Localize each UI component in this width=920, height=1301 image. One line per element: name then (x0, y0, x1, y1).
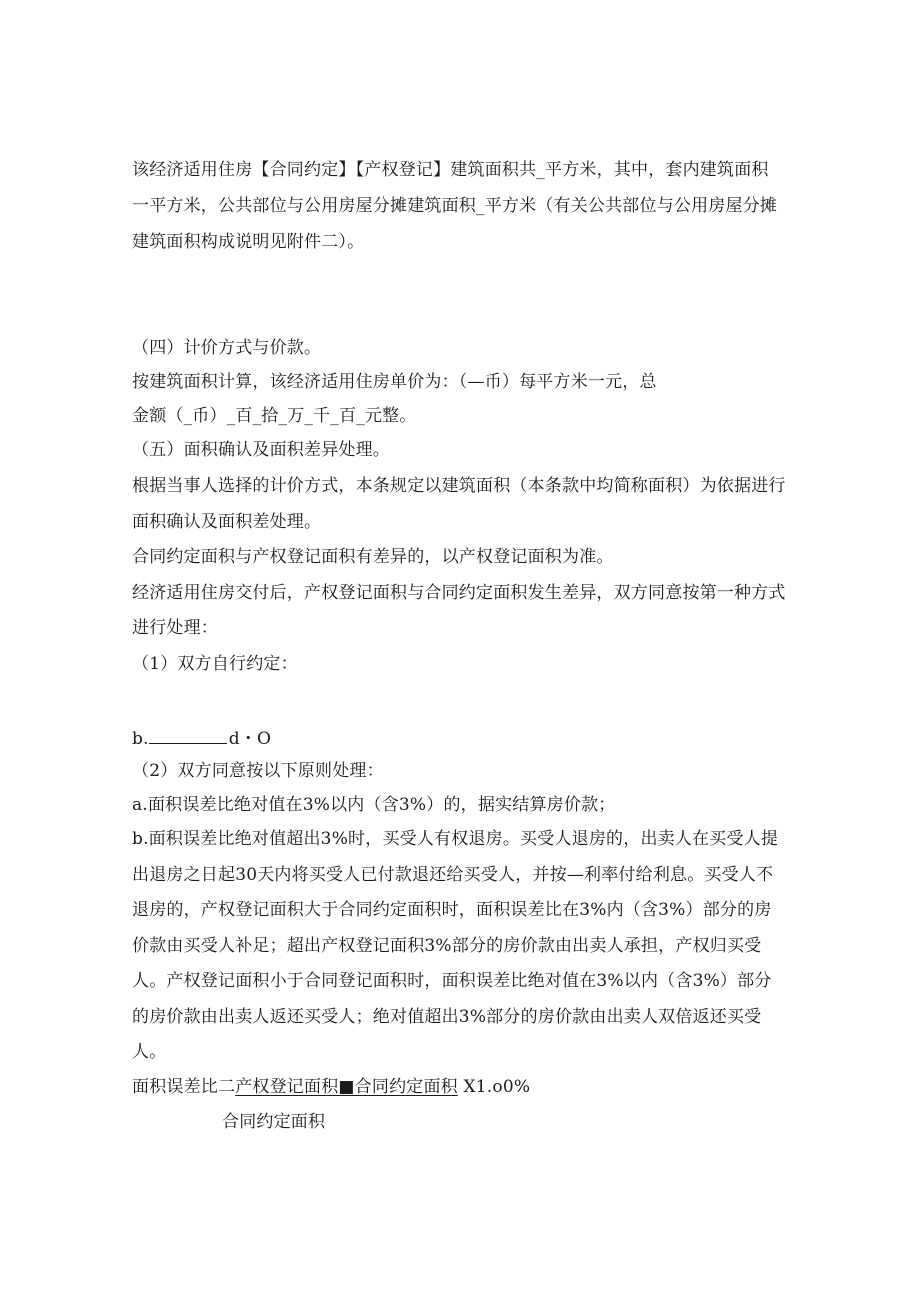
option1-b-prefix: b. (132, 729, 149, 749)
option2-b-line-4: 价款由买受人补足；超出产权登记面积3%部分的房价款由出卖人承担，产权归买受 (132, 936, 762, 956)
option1-label: （1）双方自行约定： (132, 654, 298, 674)
formula-denominator: 合同约定面积 (222, 1112, 326, 1132)
formula-line (132, 1077, 530, 1097)
section5-line-1: 根据当事人选择的计价方式，本条规定以建筑面积（本条款中均简称面积）为依据进行 (132, 476, 786, 496)
intro-line-3: 建筑面积构成说明见附件二）。 (132, 232, 365, 252)
option2-b-line-3: 退房的，产权登记面积大于合同约定面积时，面积误差比在3%内（含3%）部分的房 (132, 900, 772, 920)
section4-heading: （四）计价方式与价款。 (132, 338, 322, 358)
option2-b-line-5: 人。产权登记面积小于合同登记面积时，面积误差比绝对值在3%以内（含3%）部分 (132, 971, 772, 991)
option2-b-line-1: b.面积误差比绝对值超出3%时，买受人有权退房。买受人退房的，出卖人在买受人提 (132, 829, 779, 849)
formula-suffix: X1.o0% (463, 1077, 531, 1097)
option2-b-line-2: 出退房之日起30天内将买受人已付款退还给买受人，并按—利率付给利息。买受人不 (132, 865, 774, 885)
option2-label: （2）双方同意按以下原则处理： (132, 761, 384, 781)
section5-heading: （五）面积确认及面积差异处理。 (132, 440, 390, 460)
formula-prefix: 面积误差比二 (132, 1077, 236, 1097)
intro-line-1: 该经济适用住房【合同约定】【产权登记】建筑面积共_平方米，其中，套内建筑面积 (132, 160, 769, 180)
option2-b-line-6: 的房价款由出卖人返还买受人；绝对值超出3%部分的房价款由出卖人双倍返还买受 (132, 1007, 762, 1027)
option1-b-suffix: d・O (228, 729, 272, 749)
section5-line-5: 进行处理： (132, 618, 218, 638)
option2-a-line: a.面积误差比绝对值在3%以内（含3%）的，据实结算房价款； (132, 795, 616, 815)
option2-b-line-7: 人。 (132, 1042, 167, 1062)
option1-b-line (132, 727, 271, 749)
section4-line-2: 金额（_币）_百_拾_万_千_百_元整。 (132, 406, 417, 426)
section5-line-4: 经济适用住房交付后，产权登记面积与合同约定面积发生差异，双方同意按第一种方式 (132, 583, 786, 603)
section5-line-2: 面积确认及面积差处理。 (132, 512, 322, 532)
intro-line-2: 一平方米，公共部位与公用房屋分摊建筑面积_平方米（有关公共部位与公用房屋分摊 (132, 196, 778, 216)
section5-line-3: 合同约定面积与产权登记面积有差异的，以产权登记面积为准。 (132, 547, 614, 567)
section4-line-1: 按建筑面积计算，该经济适用住房单价为：（—币）每平方米一元，总 (132, 372, 657, 392)
formula-numerator: 产权登记面积■合同约定面积 (235, 1077, 458, 1097)
fill-in-blank (149, 727, 227, 744)
